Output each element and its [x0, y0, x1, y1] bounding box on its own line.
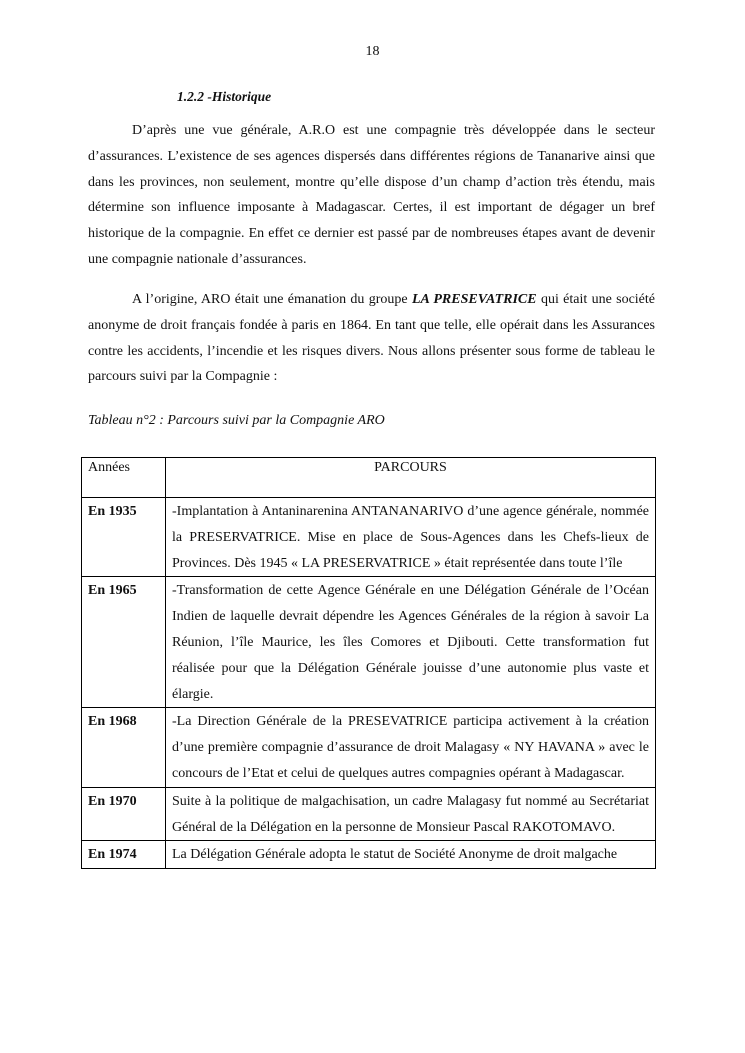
row-description: -La Direction Générale de la PRESEVATRICE participa activement à la création d’une première compagnie d’assurance de droit Malagasy « NY HAVANA » avec le concours de l’Etat et celui de quelques autres compagnies opérant à Madagascar. [166, 708, 656, 787]
paragraph-text-before: A l’origine, ARO était une émanation du groupe [132, 292, 412, 307]
company-emphasis: LA PRESEVATRICE [411, 292, 537, 307]
row-description: Suite à la politique de malgachisation, un cadre Malagasy fut nommé au Secrétariat Général de la Délégation en la personne de Monsieur Pascal RAKOTOMAVO. [166, 787, 656, 841]
paragraph-text: D’après une vue générale, A.R.O est une compagnie très développée dans le secteur d’assurances. L’existence de ses agences dispersés dans différentes régions de Tananarive ainsi que dans les provinces, non seulement, montre qu’elle dispose d’un champ d’action très étendu, mais détermine son influence imposante à Madagascar. Certes, il est important de dégager un bref historique de la compagnie. En effet ce dernier est passé par de nombreuses étapes avant de devenir une compagnie nationale d’assurances. [88, 123, 655, 267]
table-caption: Tableau n°2 : Parcours suivi par la Compagnie ARO [88, 413, 385, 428]
paragraph-text-after: qui était une société anonyme de droit français fondée à paris en 1864. En tant que telle, elle opérait dans les Assurances contre les accidents, l’incendie et les risques divers. Nous allons présenter sous forme de tableau le parcours suivi par la Compagnie : [88, 292, 655, 385]
section-heading: 1.2.2 -Historique [177, 89, 272, 104]
header-years: Années [82, 458, 166, 498]
table-row [82, 708, 656, 787]
row-description: -Transformation de cette Agence Générale en une Délégation Générale de l’Océan Indien de laquelle devrait dépendre les Agences Générales de la région à savoir La Réunion, l’île Maurice, les îles Comores et Djibouti. Cette transformation fut réalisée pour que la Délégation Générale jouisse d’une autonomie plus vaste et élargie. [166, 577, 656, 708]
history-table [81, 457, 656, 869]
row-description: La Délégation Générale adopta le statut de Société Anonyme de droit malgache [166, 841, 656, 869]
row-year: En 1968 [82, 708, 166, 787]
page-number: 18 [365, 44, 380, 59]
header-parcours: PARCOURS [166, 458, 656, 498]
paragraph-history-intro [88, 118, 655, 273]
table-row [82, 787, 656, 841]
row-year: En 1970 [82, 787, 166, 841]
table-row [82, 498, 656, 577]
row-year: En 1974 [82, 841, 166, 869]
row-year: En 1965 [82, 577, 166, 708]
table-row [82, 577, 656, 708]
table-row [82, 841, 656, 869]
table-header-row [82, 458, 656, 498]
row-year: En 1935 [82, 498, 166, 577]
row-description: -Implantation à Antaninarenina ANTANANARIVO d’une agence générale, nommée la PRESERVATRICE. Mise en place de Sous-Agences dans les Chefs-lieux de Provinces. Dès 1945 « LA PRESERVATRICE » était représentée dans toute l’île [166, 498, 656, 577]
paragraph-origin [88, 287, 655, 390]
